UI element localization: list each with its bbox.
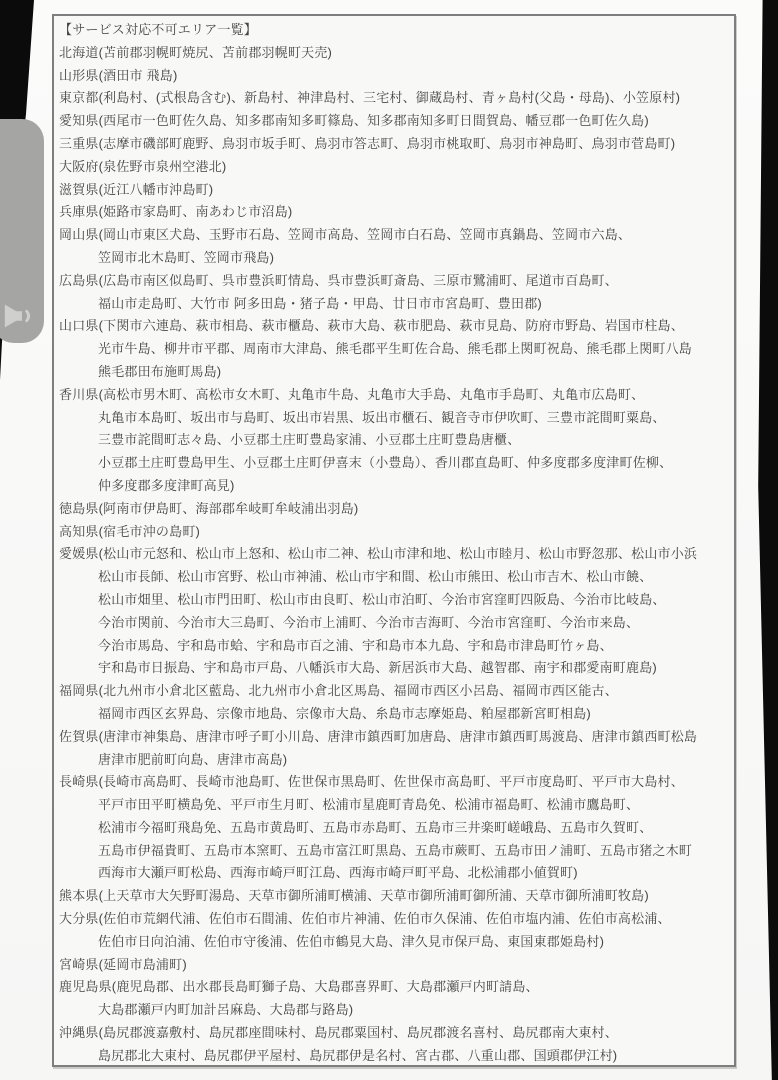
- document-line: 佐賀県(唐津市神集島、唐津市呼子町小川島、唐津市鎮西町加唐島、唐津市鎮西町馬渡島、唐津市鎮西町松島: [59, 728, 698, 744]
- document-title: 【サービス対応不可エリア一覧】: [59, 22, 258, 37]
- document-line: 大阪府(泉佐野市泉州空港北): [59, 158, 227, 174]
- document-lines: [59, 42, 730, 1068]
- document-line: 香川県(高松市男木町、高松市女木町、丸亀市牛島、丸亀市大手島、丸亀市手島町、丸亀市広島町、: [59, 386, 645, 402]
- document-line: 福山市走島町、大竹市 阿多田島・猪子島・甲島、廿日市市宮島町、豊田郡): [98, 295, 542, 311]
- document-line: 松山市長師、松山市宮野、松山市神浦、松山市宇和間、松山市熊田、松山市吉木、松山市饒、: [98, 569, 653, 585]
- document-line: 宇和島市日振島、宇和島市戸島、八幡浜市大島、新居浜市大島、越智郡、南宇和郡愛南町鹿島): [98, 660, 657, 676]
- speaker-low-icon[interactable]: [2, 299, 40, 333]
- document-line: 山口県(下関市六連島、萩市相島、萩市櫃島、萩市大島、萩市肥島、萩市見島、防府市野島、岩国市柱島、: [59, 318, 684, 334]
- document-line: 三重県(志摩市磯部町鹿野、鳥羽市坂手町、鳥羽市答志町、鳥羽市桃取町、鳥羽市神島町、鳥羽市菅島町): [59, 135, 676, 151]
- document-line: 熊毛郡田布施町馬島): [98, 363, 222, 379]
- document-line: 大島郡瀬戸内町加計呂麻島、大島郡与路島): [98, 1002, 354, 1018]
- document-line: 兵庫県(姫路市家島町、南あわじ市沼島): [59, 204, 293, 220]
- document-line: 小豆郡土庄町豊島甲生、小豆郡土庄町伊喜末（小豊島）、香川郡直島町、仲多度郡多度津町佐柳、: [98, 455, 673, 471]
- document-line: 松浦市今福町飛島免、五島市黄島町、五島市赤島町、五島市三井楽町嵯峨島、五島市久賀町、: [98, 819, 653, 835]
- document-line: 広島県(広島市南区似島町、呉市豊浜町情島、呉市豊浜町斎島、三原市鷺浦町、尾道市百島町、: [59, 272, 618, 288]
- document-line: 今治市馬島、宇和島市蛤、宇和島市百之浦、宇和島市本九島、宇和島市津島町竹ヶ島、: [98, 637, 613, 653]
- document-line: 唐津市肥前町向島、唐津市高島): [98, 751, 288, 767]
- volume-overlay[interactable]: [0, 119, 44, 343]
- document-line: 熊本県(上天草市大矢野町湯島、天草市御所浦町横浦、天草市御所浦町御所浦、天草市御所浦町牧島): [59, 888, 649, 904]
- document-line: 高知県(宿毛市沖の島町): [59, 523, 201, 539]
- document-line: 大分県(佐伯市荒網代浦、佐伯市石間浦、佐伯市片神浦、佐伯市久保浦、佐伯市塩内浦、佐伯市高松浦、: [59, 911, 671, 927]
- document-line: 愛媛県(松山市元怒和、松山市上怒和、松山市二神、松山市津和地、松山市睦月、松山市野忽那、松山市小浜: [59, 546, 698, 562]
- screen-edge-right: [756, 0, 778, 1080]
- document-line: 丸亀市本島町、坂出市与島町、坂出市岩黒、坂出市櫃石、観音寺市伊吹町、三豊市詫間町粟島、: [98, 409, 666, 425]
- document-line: 平戸市田平町横島免、平戸市生月町、松浦市星鹿町青島免、松浦市福島町、松浦市鷹島町、: [98, 797, 640, 813]
- document-line: 山形県(酒田市 飛島): [59, 67, 178, 83]
- document-line: 福岡市西区玄界島、宗像市地島、宗像市大島、糸島市志摩姫島、粕屋郡新宮町相島): [98, 705, 591, 721]
- document-line: 光市牛島、柳井市平郡、周南市大津島、熊毛郡平生町佐合島、熊毛郡上関町祝島、熊毛郡上関町八島: [98, 341, 693, 357]
- document-line: 三豊市詫間町志々島、小豆郡土庄町豊島家浦、小豆郡土庄町豊島唐櫃、: [98, 432, 521, 448]
- document-line: 福岡県(北九州市小倉北区藍島、北九州市小倉北区馬島、福岡市西区小呂島、福岡市西区能古、: [59, 683, 618, 699]
- document-line: 滋賀県(近江八幡市沖島町): [59, 181, 214, 197]
- service-area-document: [52, 14, 736, 1067]
- document-line: 仲多度郡多度津町高見): [98, 477, 235, 493]
- document-line: 徳島県(阿南市伊島町、海部郡牟岐町牟岐浦出羽島): [59, 500, 359, 516]
- document-line: 松山市畑里、松山市門田町、松山市由良町、松山市泊町、今治市宮窪町四阪島、今治市比岐島、: [98, 591, 666, 607]
- document-line: 東京都(利島村、(式根島含む)、新島村、神津島村、三宅村、御蔵島村、青ヶ島村(父島・母島)、小笠原村): [59, 90, 681, 106]
- document-line: 島尻郡北大東村、島尻郡伊平屋村、島尻郡伊是名村、宮古郡、八重山郡、国頭郡伊江村): [98, 1047, 618, 1063]
- document-line: 笠岡市北木島町、笠岡市飛島): [98, 249, 275, 265]
- document-line: 長崎県(長崎市高島町、長崎市池島町、佐世保市黒島町、佐世保市高島町、平戸市度島町、平戸市大島村、: [59, 774, 684, 790]
- document-line: 宮崎県(延岡市島浦町): [59, 956, 187, 972]
- document-line: 愛知県(西尾市一色町佐久島、知多郡南知多町篠島、知多郡南知多町日間賀島、幡豆郡一色町佐久島): [59, 113, 649, 129]
- document-line: 鹿児島県(鹿児島郡、出水郡長島町獅子島、大島郡喜界町、大島郡瀬戸内町請島、: [59, 979, 539, 995]
- document-line: 岡山県(岡山市東区犬島、玉野市石島、笠岡市高島、笠岡市白石島、笠岡市真鍋島、笠岡市六島、: [59, 227, 632, 243]
- document-line: 沖縄県(島尻郡渡嘉敷村、島尻郡座間味村、島尻郡粟国村、島尻郡渡名喜村、島尻郡南大東村、: [59, 1025, 618, 1041]
- document-line: 西海市大瀬戸町松島、西海市崎戸町江島、西海市崎戸町平島、北松浦郡小値賀町): [98, 865, 578, 881]
- document-line: 北海道(苫前郡羽幌町焼尻、苫前郡羽幌町天売): [59, 44, 333, 60]
- document-line: 五島市伊福貴町、五島市本窯町、五島市富江町黒島、五島市蕨町、五島市田ノ浦町、五島市猪之木町: [98, 842, 693, 858]
- document-line: 今治市関前、今治市大三島町、今治市上浦町、今治市吉海町、今治市宮窪町、今治市来島、: [98, 614, 640, 630]
- document-line: 佐伯市日向泊浦、佐伯市守後浦、佐伯市鶴見大島、津久見市保戸島、東国東郡姫島村): [98, 933, 605, 949]
